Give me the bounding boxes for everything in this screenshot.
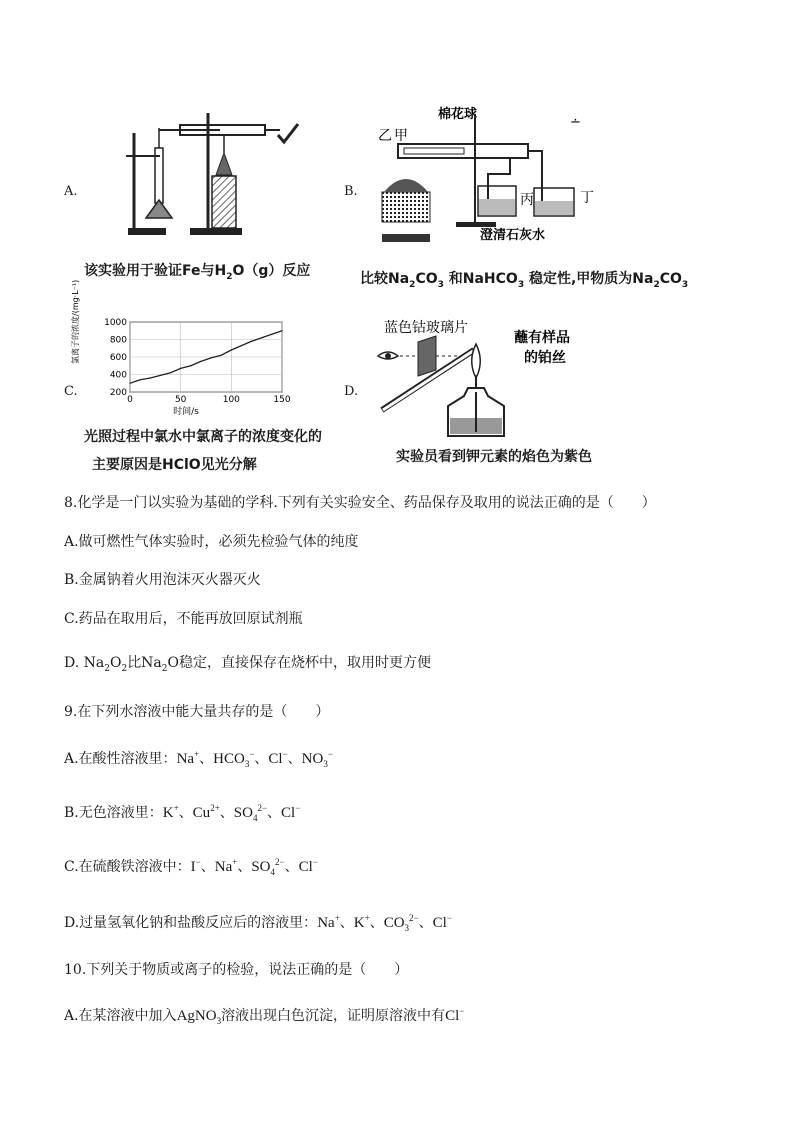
chart-data-point xyxy=(281,330,282,331)
chart-data-point xyxy=(190,365,191,366)
question-9-option-d: D.过量氢氧化钠和盐酸反应后的溶液里：Na+、K+、$CO_3^{2-}$、Cl− xyxy=(64,913,452,933)
svg-text:的铂丝: 的铂丝 xyxy=(524,350,566,366)
chart-y-axis-label: 氯离子的浓度/(mg·L⁻¹) xyxy=(71,279,80,364)
chart-x-tick-label: 50 xyxy=(174,395,187,405)
svg-text:澄清石灰水: 澄清石灰水 xyxy=(480,228,546,243)
question-10-option-a: A.在某溶液中加入AgNO$_3$溶液出现白色沉淀，证明原溶液中有Cl− xyxy=(64,1006,465,1026)
figure-c-caption-line1: 光照过程中氯水中氯离子的浓度变化的 xyxy=(84,429,322,445)
svg-text:棉花球: 棉花球 xyxy=(438,107,478,122)
question-8-stem: 8.化学是一门以实验为基础的学科.下列有关实验安全、药品保存及取用的说法正确的是（ ） xyxy=(64,495,656,511)
chart-y-tick-label: 400 xyxy=(109,370,127,381)
svg-text:丙: 丙 xyxy=(520,192,534,208)
chart-x-tick-label: 0 xyxy=(127,395,133,405)
chart-x-tick-label: 150 xyxy=(273,395,291,405)
chart-data-point xyxy=(271,334,272,335)
question-9-option-a: A.在酸性溶液里：Na+、$HCO_3^-$、Cl−、$NO_3^-$ xyxy=(64,749,333,769)
fe-steam-apparatus-diagram xyxy=(120,108,305,243)
svg-text:蘸有样品: 蘸有样品 xyxy=(514,330,570,346)
chart-x-tick-label: 100 xyxy=(222,395,240,405)
chart-data-point xyxy=(251,341,252,342)
question-9-option-b: B.无色溶液里：K+、$Cu^{2+}$、$SO_4^{2-}$、Cl− xyxy=(64,803,301,823)
svg-text:蓝色钴玻璃片: 蓝色钴玻璃片 xyxy=(384,320,468,336)
chart-y-tick-label: 800 xyxy=(109,335,127,346)
question-8-option-c: C.药品在取用后，不能再放回原试剂瓶 xyxy=(64,611,303,627)
chart-data-point xyxy=(129,383,130,384)
chart-data-point xyxy=(150,377,151,378)
chart-y-tick-label: 600 xyxy=(109,353,127,363)
question-8-option-b: B.金属钠着火用泡沫灭火器灭火 xyxy=(64,572,261,588)
flame-test-diagram xyxy=(372,314,632,444)
svg-text:甲: 甲 xyxy=(394,128,408,144)
svg-text:丁: 丁 xyxy=(580,190,594,206)
svg-text:∸: ∸ xyxy=(570,115,581,130)
figure-c-caption-line2: 主要原因是HClO见光分解 xyxy=(92,457,257,473)
chart-data-point xyxy=(231,349,232,350)
chart-data-point xyxy=(140,379,141,380)
carbonate-stability-apparatus-diagram xyxy=(370,104,610,244)
question-9-stem: 9.在下列水溶液中能大量共存的是（ ） xyxy=(64,704,330,720)
option-c-label: C. xyxy=(64,384,78,399)
option-b-label: B. xyxy=(344,184,358,199)
question-9-option-c: C.在硫酸铁溶液中：I−、Na+、$SO_4^{2-}$、Cl− xyxy=(64,857,318,877)
question-8-option-a: A.做可燃性气体实验时，必须先检验气体的纯度 xyxy=(64,534,359,550)
figure-b-caption: 比较$Na_2CO_3$ 和NaHCO$_3$ 稳定性,甲物质为$Na_2CO_3$ xyxy=(360,271,689,290)
question-10-stem: 10.下列关于物质或离子的检验，说法正确的是（ ） xyxy=(64,962,409,978)
chart-y-tick-label: 1000 xyxy=(104,318,127,328)
question-8-option-d: D. $Na_2O_2$比$Na_2O$稳定，直接保存在烧杯中，取用时更方便 xyxy=(64,655,432,674)
chart-x-axis-label: 时间/s xyxy=(173,407,199,417)
chart-data-point xyxy=(241,345,242,346)
figure-a-caption: 该实验用于验证Fe与$H_2O(g)$反应 xyxy=(84,263,311,282)
chart-data-point xyxy=(261,337,262,338)
chloride-concentration-chart xyxy=(71,279,292,420)
chart-data-point xyxy=(170,372,171,373)
chart-data-point xyxy=(180,368,181,369)
chart-data-point xyxy=(210,357,211,358)
chart-y-tick-label: 200 xyxy=(109,388,127,398)
svg-text:乙: 乙 xyxy=(378,128,392,144)
option-d-label: D. xyxy=(344,384,359,399)
chart-data-point xyxy=(221,355,222,356)
figure-d-caption: 实验员看到钾元素的焰色为紫色 xyxy=(396,449,592,465)
chart-data-point xyxy=(200,361,201,362)
option-a-label: A. xyxy=(64,184,78,199)
chart-data-point xyxy=(160,375,161,376)
